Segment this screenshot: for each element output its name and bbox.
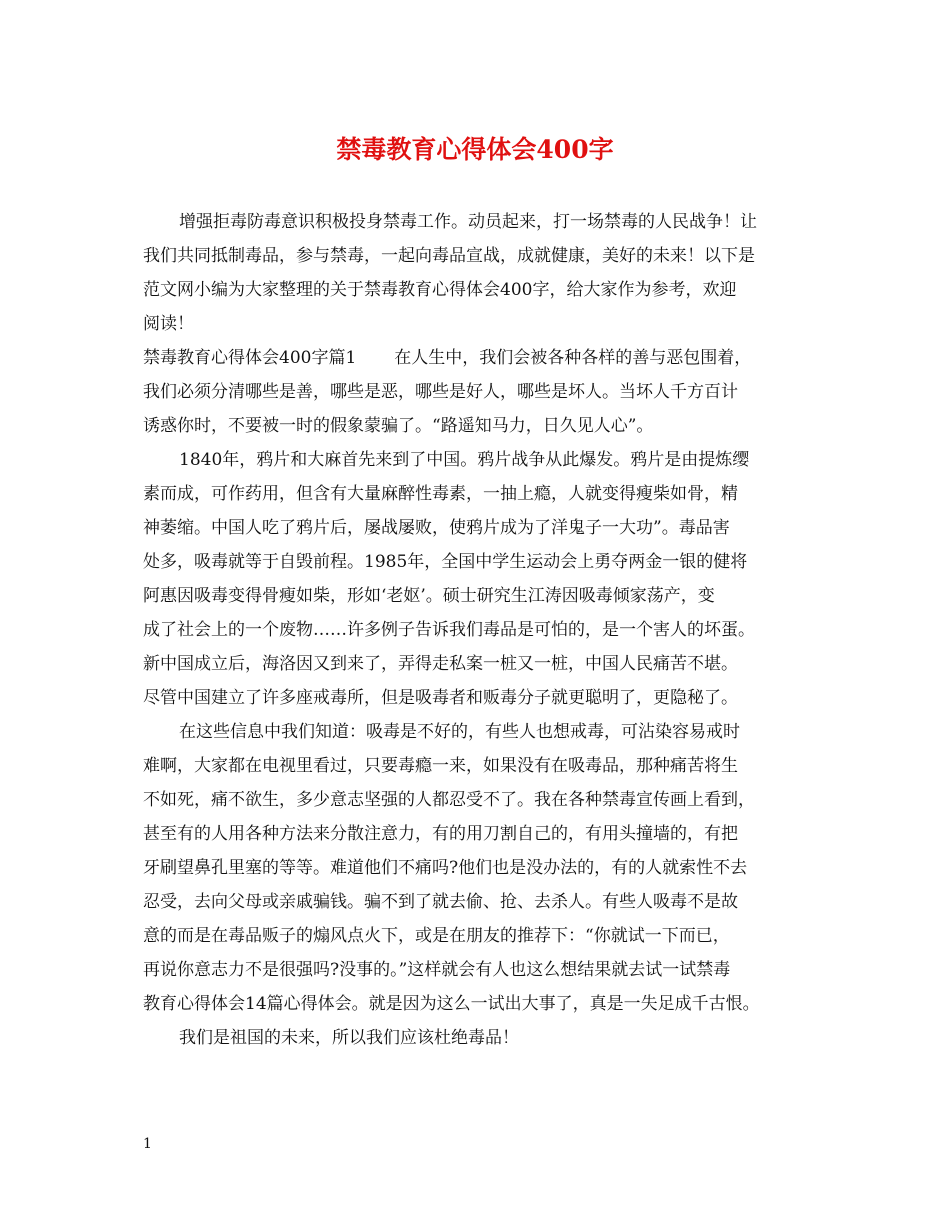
paragraph-line: 素而成，可作药用，但含有大量麻醉性毒素，一抽上瘾，人就变得瘦柴如骨，精 xyxy=(143,484,738,504)
paragraph-line: 处多，吸毒就等于自毁前程。1985年，全国中学生运动会上勇夺两金一银的健将 xyxy=(143,552,748,572)
paragraph-line: 新中国成立后，海洛因又到来了，弄得走私案一桩又一桩，中国人民痛苦不堪。 xyxy=(143,654,738,674)
paragraph-line: 神萎缩。中国人吃了鸦片后，屡战屡败，使鸦片成为了洋鬼子一大功”。毒品害 xyxy=(143,518,730,538)
paragraph-line: 我们必须分清哪些是善，哪些是恶，哪些是好人，哪些是坏人。当坏人千方百计 xyxy=(143,382,738,402)
section-heading-line xyxy=(143,341,823,375)
paragraph-line: 甚至有的人用各种方法来分散注意力，有的用刀割自己的，有用头撞墙的，有把 xyxy=(143,824,738,844)
paragraph-line: 阿惠因吸毒变得骨瘦如柴，形如‘老妪’。硕士研究生江涛因吸毒倾家荡产，变 xyxy=(143,586,715,606)
paragraph-line: 阅读！ xyxy=(143,314,194,334)
paragraph-line: 我们是祖国的未来，所以我们应该杜绝毒品！ xyxy=(179,1028,519,1048)
paragraph-line: 1840年，鸦片和大麻首先来到了中国。鸦片战争从此爆发。鸦片是由提炼缨 xyxy=(179,450,750,470)
paragraph-text: 在人生中，我们会被各种各样的善与恶包围着， xyxy=(394,348,752,368)
page-number: 1 xyxy=(143,1136,152,1152)
paragraph-line: 成了社会上的一个废物……许多例子告诉我们毒品是可怕的，是一个害人的坏蛋。 xyxy=(143,620,755,640)
paragraph-line: 诱惑你时，不要被一时的假象蒙骗了。“路遥知马力，日久见人心”。 xyxy=(143,416,654,436)
paragraph-line: 增强拒毒防毒意识积极投身禁毒工作。动员起来，打一场禁毒的人民战争！让 xyxy=(179,212,757,232)
paragraph-line: 难啊，大家都在电视里看过，只要毒瘾一来，如果没有在吸毒品，那种痛苦将生 xyxy=(143,756,738,776)
section-heading: 禁毒教育心得体会400字篇1 xyxy=(143,348,357,368)
paragraph-line: 我们共同抵制毒品，参与禁毒，一起向毒品宣战，成就健康，美好的未来！以下是 xyxy=(143,246,755,266)
paragraph-line: 不如死，痛不欲生，多少意志坚强的人都忍受不了。我在各种禁毒宣传画上看到， xyxy=(143,790,755,810)
paragraph-line: 牙刷望鼻孔里塞的等等。难道他们不痛吗?他们也是没办法的，有的人就索性不去 xyxy=(143,858,748,878)
page-title: 禁毒教育心得体会400字 xyxy=(336,135,614,164)
document-body xyxy=(143,205,823,1055)
paragraph-line: 教育心得体会14篇心得体会。就是因为这么一试出大事了，真是一失足成千古恨。 xyxy=(143,994,760,1014)
paragraph-line: 再说你意志力不是很强吗?没事的。”这样就会有人也这么想结果就去试一试禁毒 xyxy=(143,960,731,980)
paragraph-line: 意的而是在毒品贩子的煽风点火下，或是在朋友的推荐下：“你就试一下而已， xyxy=(143,926,730,946)
paragraph-line: 范文网小编为大家整理的关于禁毒教育心得体会400字，给大家作为参考，欢迎 xyxy=(143,280,737,300)
paragraph-line: 尽管中国建立了许多座戒毒所，但是吸毒者和贩毒分子就更聪明了，更隐秘了。 xyxy=(143,688,738,708)
paragraph-line: 在这些信息中我们知道：吸毒是不好的，有些人也想戒毒，可沾染容易戒时 xyxy=(179,722,740,742)
paragraph-line: 忍受，去向父母或亲戚骗钱。骗不到了就去偷、抢、去杀人。有些人吸毒不是故 xyxy=(143,892,738,912)
